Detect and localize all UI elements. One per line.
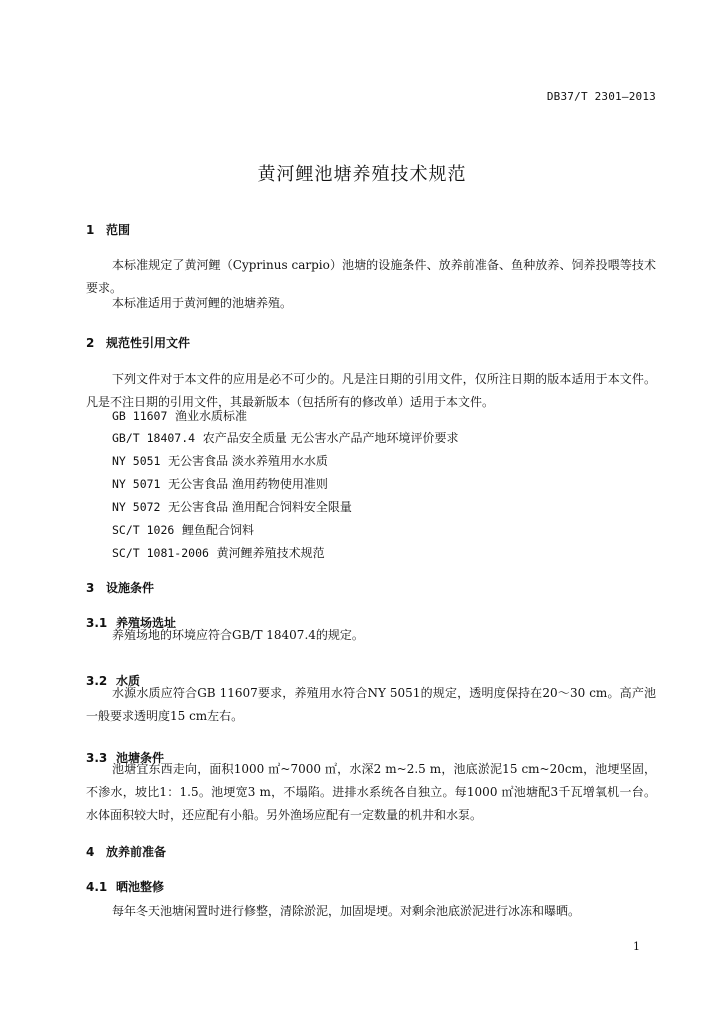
reference-title: 黄河鲤养殖技术规范 [216,546,325,560]
section-title: 放养前准备 [106,845,167,859]
section-title: 范围 [106,223,131,237]
reference-item [112,542,325,565]
section-title: 养殖场选址 [116,616,177,630]
paragraph-site-selection: 养殖场地的环境应符合GB/T 18407.4的规定。 [112,628,364,642]
section-title: 水质 [116,674,141,688]
reference-item [112,473,328,496]
paragraph-applicability: 本标准适用于黄河鲤的池塘养殖。 [112,296,293,310]
reference-code: NY 5072 [112,500,161,514]
reference-title: 无公害食品 渔用药物使用准则 [168,477,328,491]
paragraph-pond-conditions: 池塘宜东西走向，面积1000 ㎡~7000 ㎡，水深2 m~2.5 m，池底淤泥15 cm~20cm，池埂坚固，不渗水，坡比1：1.5。池埂宽3 m，不塌陷。进排水系统各自独立。每1000 ㎡池塘配3千瓦增氧机一台。水体面积较大时，还应配有小船。另外渔场应配有一定数量的机井和水泵。 [86,762,656,822]
section-heading-4 [86,843,166,860]
section-number: 3.2 [86,674,108,688]
reference-item [112,450,328,473]
standard-code: DB37/T 2301—2013 [546,90,656,103]
reference-title: 农产品安全质量 无公害水产品产地环境评价要求 [202,431,459,445]
reference-title: 鲤鱼配合饲料 [181,523,254,537]
section-heading-3 [86,579,154,596]
section-title: 晒池整修 [116,880,165,894]
section-title: 规范性引用文件 [106,336,191,350]
reference-code: GB/T 18407.4 [112,431,196,445]
page-number: 1 [633,940,640,953]
reference-item [112,405,247,428]
paragraph-water-quality: 水源水质应符合GB 11607要求，养殖用水符合NY 5051的规定，透明度保持在20～30 cm。高产池一般要求透明度15 cm左右。 [86,686,656,723]
paragraph-references-intro: 下列文件对于本文件的应用是必不可少的。凡是注日期的引用文件，仅所注日期的版本适用于本文件。凡是不注日期的引用文件，其最新版本（包括所有的修改单）适用于本文件。 [86,372,656,409]
reference-title: 渔业水质标准 [175,409,248,423]
reference-code: NY 5071 [112,477,161,491]
reference-item [112,519,254,542]
section-number: 2 [86,336,95,350]
subsection-heading-4-1 [86,878,164,895]
paragraph-scope: 本标准规定了黄河鲤（Cyprinus carpio）池塘的设施条件、放养前准备、鱼种放养、饲养投喂等技术要求。 [86,258,656,295]
section-number: 3 [86,581,95,595]
document-title: 黄河鲤池塘养殖技术规范 [257,164,467,185]
section-number: 4 [86,845,95,859]
section-title: 设施条件 [106,581,155,595]
reference-code: SC/T 1026 [112,523,175,537]
reference-title: 无公害食品 渔用配合饲料安全限量 [168,500,352,514]
reference-code: SC/T 1081-2006 [112,546,209,560]
section-number: 3.3 [86,751,108,765]
section-heading-2 [86,334,190,351]
section-number: 3.1 [86,616,108,630]
paragraph-pond-repair: 每年冬天池塘闲置时进行修整，清除淤泥，加固堤埂。对剩余池底淤泥进行冰冻和曝晒。 [112,904,581,918]
reference-title: 无公害食品 淡水养殖用水水质 [168,454,328,468]
reference-item [112,427,459,450]
reference-code: NY 5051 [112,454,161,468]
section-number: 4.1 [86,880,108,894]
reference-item [112,496,352,519]
section-number: 1 [86,223,95,237]
reference-code: GB 11607 [112,409,168,423]
section-heading-1 [86,221,130,238]
section-title: 池塘条件 [116,751,165,765]
